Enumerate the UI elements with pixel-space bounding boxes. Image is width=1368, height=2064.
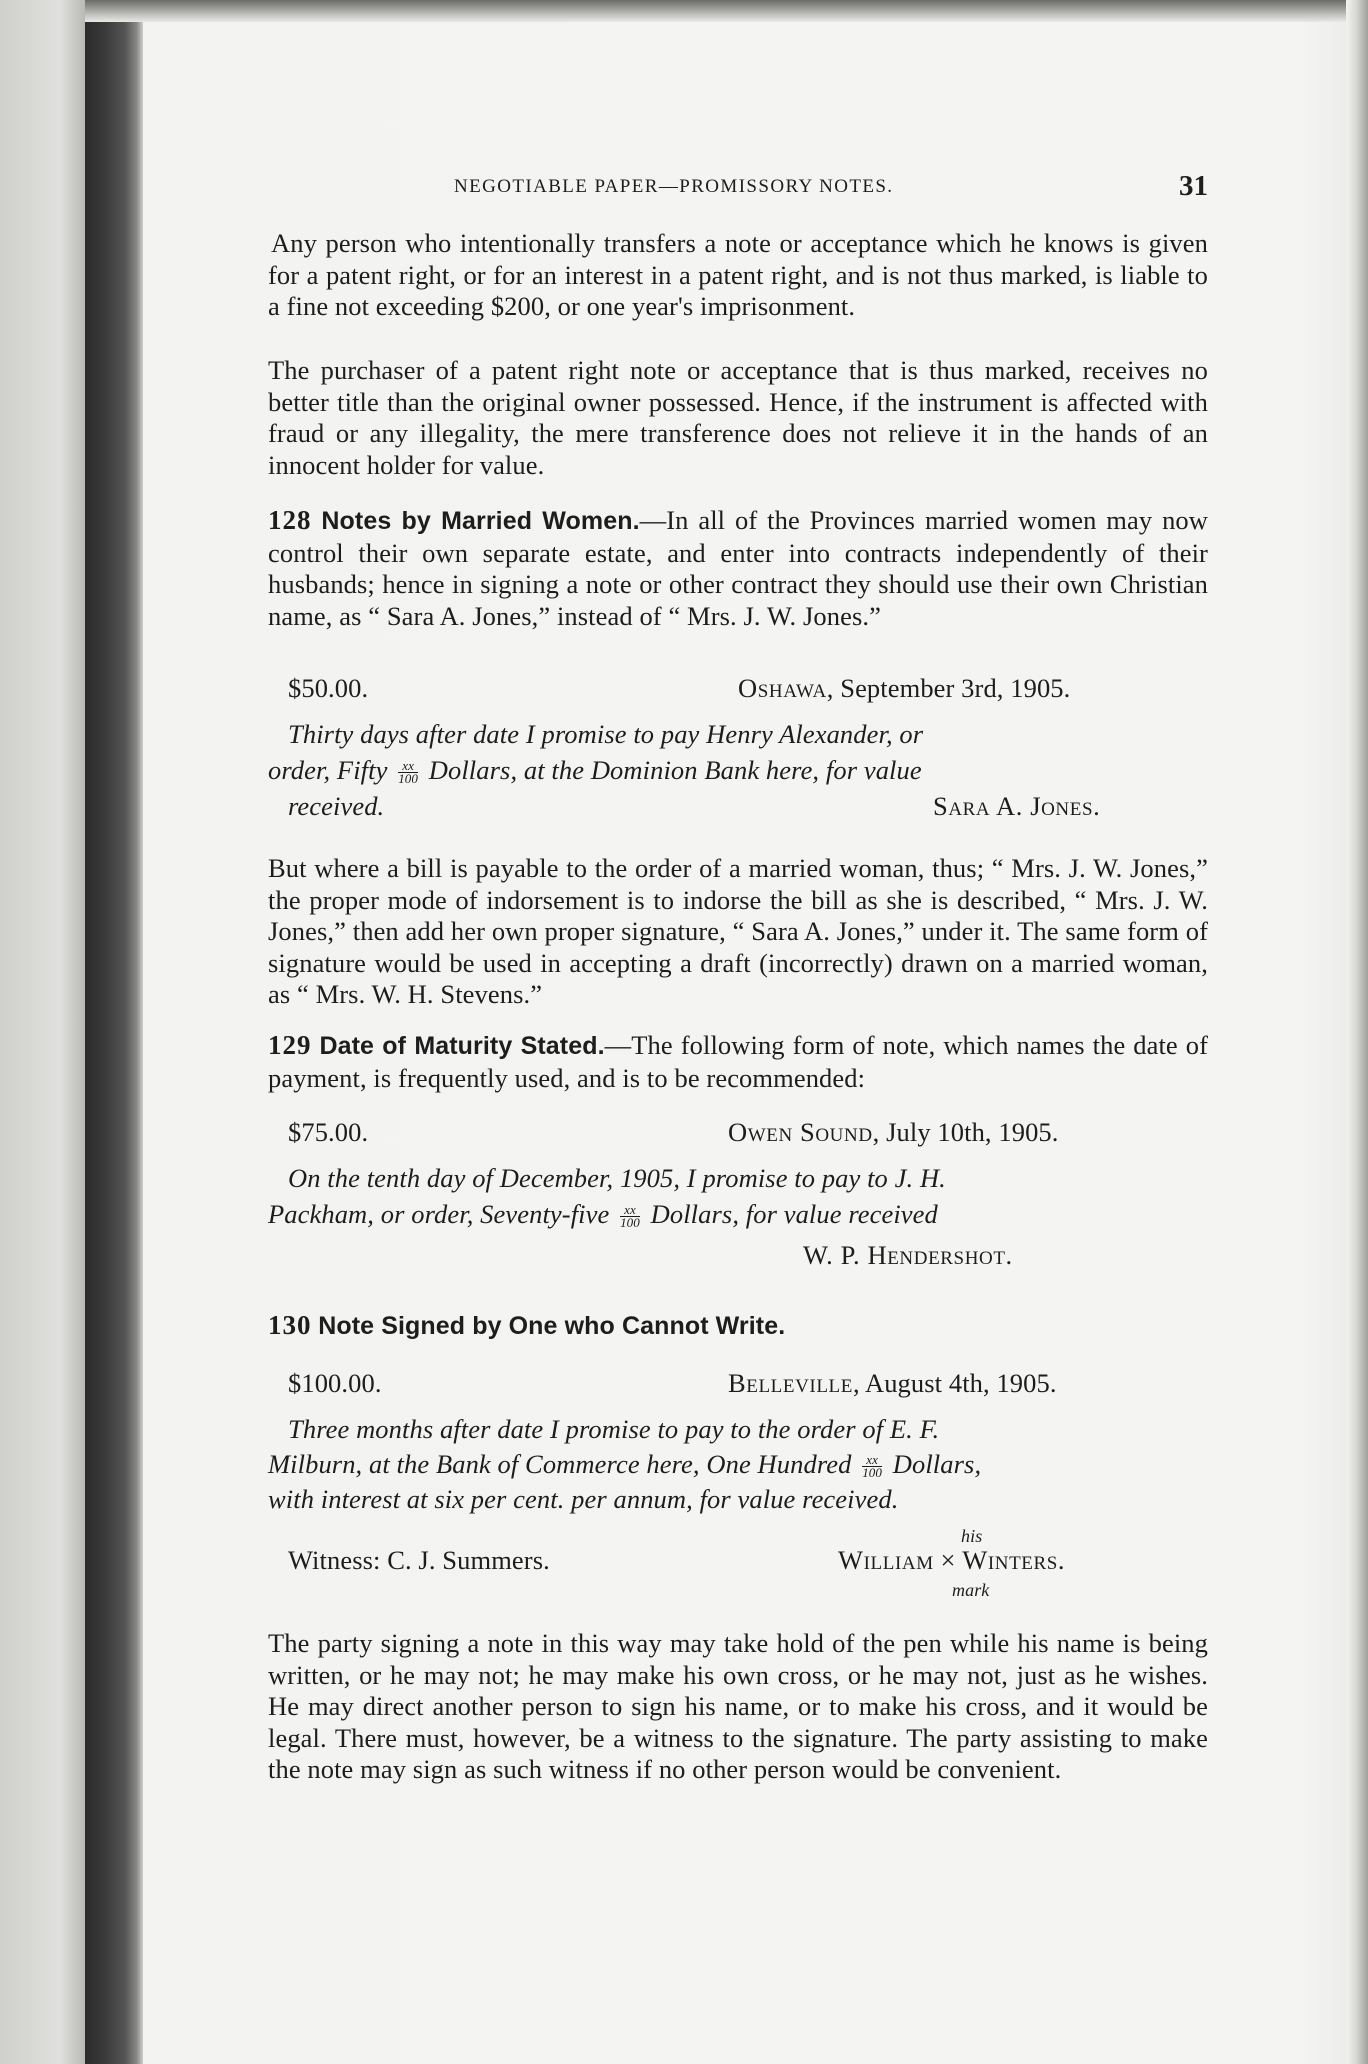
note-oshawa-line-3: received. Sara A. Jones. <box>288 788 1208 824</box>
note-belleville-line-2: Milburn, at the Bank of Commerce here, One Hundred $\frac{xx}{100}$ Dollars, <box>268 1449 982 1481</box>
note-owen-sound-line-2: Packham, or order, Seventy-five $\frac{xx}{100}$ Dollars, for value received <box>268 1199 938 1231</box>
signature-his: his <box>961 1526 983 1546</box>
note-oshawa-dateline <box>268 673 1208 705</box>
note-belleville-body <box>268 1412 1208 1517</box>
note-owen-sound-line-1: On the tenth day of December, 1905, I promise to pay to J. H. <box>288 1163 946 1193</box>
paragraph-1: Any person who intentionally transfers a note or acceptance which he knows is given for a patent right, or for an interest in a patent right, and is not thus marked, is liable to a fine not exceeding $200, or one year's imprisonment. <box>268 228 1208 321</box>
section-128-number: 128 <box>268 505 312 535</box>
section-129-text: —The following form of note, which names the date of payment, is frequently used, and is to be recommended: <box>268 1030 1208 1093</box>
paragraph-2: The purchaser of a patent right note or acceptance that is thus marked, receives no better title than the original owner possessed. Hence, if the instrument is affected with fraud or any illegality, the mere transference does not relieve it in the hands of an innocent holder for value. <box>268 355 1208 480</box>
paragraph-patent-transfer <box>268 228 1208 323</box>
facing-page-edge <box>0 0 85 2064</box>
section-129-body <box>268 1030 1208 1094</box>
note-owen-sound-signature: W. P. Hendershot. <box>803 1240 1013 1270</box>
section-130-heading: Note Signed by One who Cannot Write. <box>318 1312 786 1340</box>
running-head: NEGOTIABLE PAPER—PROMISSORY NOTES. <box>454 176 894 197</box>
fraction-xx-100: $\frac{xx}{100}$ <box>398 758 419 787</box>
note-oshawa-signature: Sara A. Jones. <box>933 791 1101 821</box>
top-page-shadow <box>85 0 1368 22</box>
note-belleville-line-1: Three months after date I promise to pay to the order of E. F. <box>288 1414 940 1444</box>
note-oshawa <box>268 673 1208 824</box>
section-128-after: But where a bill is payable to the order of a married woman, thus; “ Mrs. J. W. Jones,” the proper mode of indorsement is to indorse the bill as she is described, “ Mrs. J. W. Jones,” then add her own proper signature, “ Sara A. Jones,” under it. The same form of signature would be used in accepting a draft (incorrectly) drawn on a married woman, as “ Mrs. W. H. Stevens.” <box>268 853 1208 1009</box>
note-owen-sound-amount: $75.00. <box>288 1117 369 1147</box>
signature-william-winters: William × Winters. <box>838 1545 1066 1575</box>
section-129-heading: Date of Maturity Stated. <box>319 1032 605 1060</box>
paragraph-bill-indorsement <box>268 853 1208 1011</box>
page-header <box>268 170 1208 206</box>
right-page-edge <box>1346 0 1368 2064</box>
book-binding <box>85 20 143 2064</box>
witness-line: Witness: C. J. Summers. <box>288 1545 550 1575</box>
section-130-number: 130 <box>268 1310 312 1340</box>
note-oshawa-body <box>268 716 1208 824</box>
signature-mark: mark <box>952 1580 990 1600</box>
note-owen-sound <box>268 1117 1208 1272</box>
page-number: 31 <box>1179 170 1208 202</box>
note-belleville <box>268 1368 1208 1607</box>
section-130 <box>268 1310 1208 1343</box>
mark-cross: × <box>940 1545 956 1575</box>
section-130-after: The party signing a note in this way may take hold of the pen while his name is being written, or he may not; he may make his own cross, or he may not, just as he wishes. He may direct another person to sign his name, or to make his cross, and it would be legal. There must, however, be a witness to the signature. The party assisting to make the note may sign as such witness if no other person would be convenient. <box>268 1628 1208 1784</box>
note-oshawa-line-1: Thirty days after date I promise to pay Henry Alexander, or <box>288 719 924 749</box>
note-owen-sound-dateline <box>268 1117 1208 1149</box>
section-129 <box>268 1030 1208 1094</box>
section-129-number: 129 <box>268 1030 312 1060</box>
note-belleville-signatures <box>268 1521 1208 1607</box>
note-belleville-line-3: with interest at six per cent. per annum, for value received. <box>268 1484 899 1514</box>
note-belleville-place-date: Belleville, August 4th, 1905. <box>728 1368 1057 1398</box>
fraction-xx-100: $\frac{xx}{100}$ <box>862 1452 883 1481</box>
note-oshawa-line-2: order, Fifty $\frac{xx}{100}$ Dollars, at the Dominion Bank here, for value <box>268 755 922 787</box>
paragraph-purchaser <box>268 355 1208 481</box>
section-128-heading: Notes by Married Women. <box>321 507 640 535</box>
section-128-text: —In all of the Provinces married women may now control their own separate estate, and enter into contracts independently of their husbands; hence in signing a note or other contract they should use their own Christian name, as “ Sara A. Jones,” instead of “ Mrs. J. W. Jones.” <box>268 505 1209 631</box>
section-130-body <box>268 1310 1208 1343</box>
section-128 <box>268 505 1208 632</box>
note-owen-sound-place-date: Owen Sound, July 10th, 1905. <box>728 1117 1059 1147</box>
note-belleville-amount: $100.00. <box>288 1368 382 1398</box>
paragraph-cannot-write <box>268 1628 1208 1786</box>
note-oshawa-place-date: Oshawa, September 3rd, 1905. <box>738 673 1071 703</box>
note-owen-sound-body <box>268 1160 1208 1232</box>
fraction-xx-100: $\frac{xx}{100}$ <box>620 1202 640 1231</box>
note-oshawa-amount: $50.00. <box>288 673 369 703</box>
section-128-body <box>268 505 1208 632</box>
note-belleville-dateline <box>268 1368 1208 1400</box>
